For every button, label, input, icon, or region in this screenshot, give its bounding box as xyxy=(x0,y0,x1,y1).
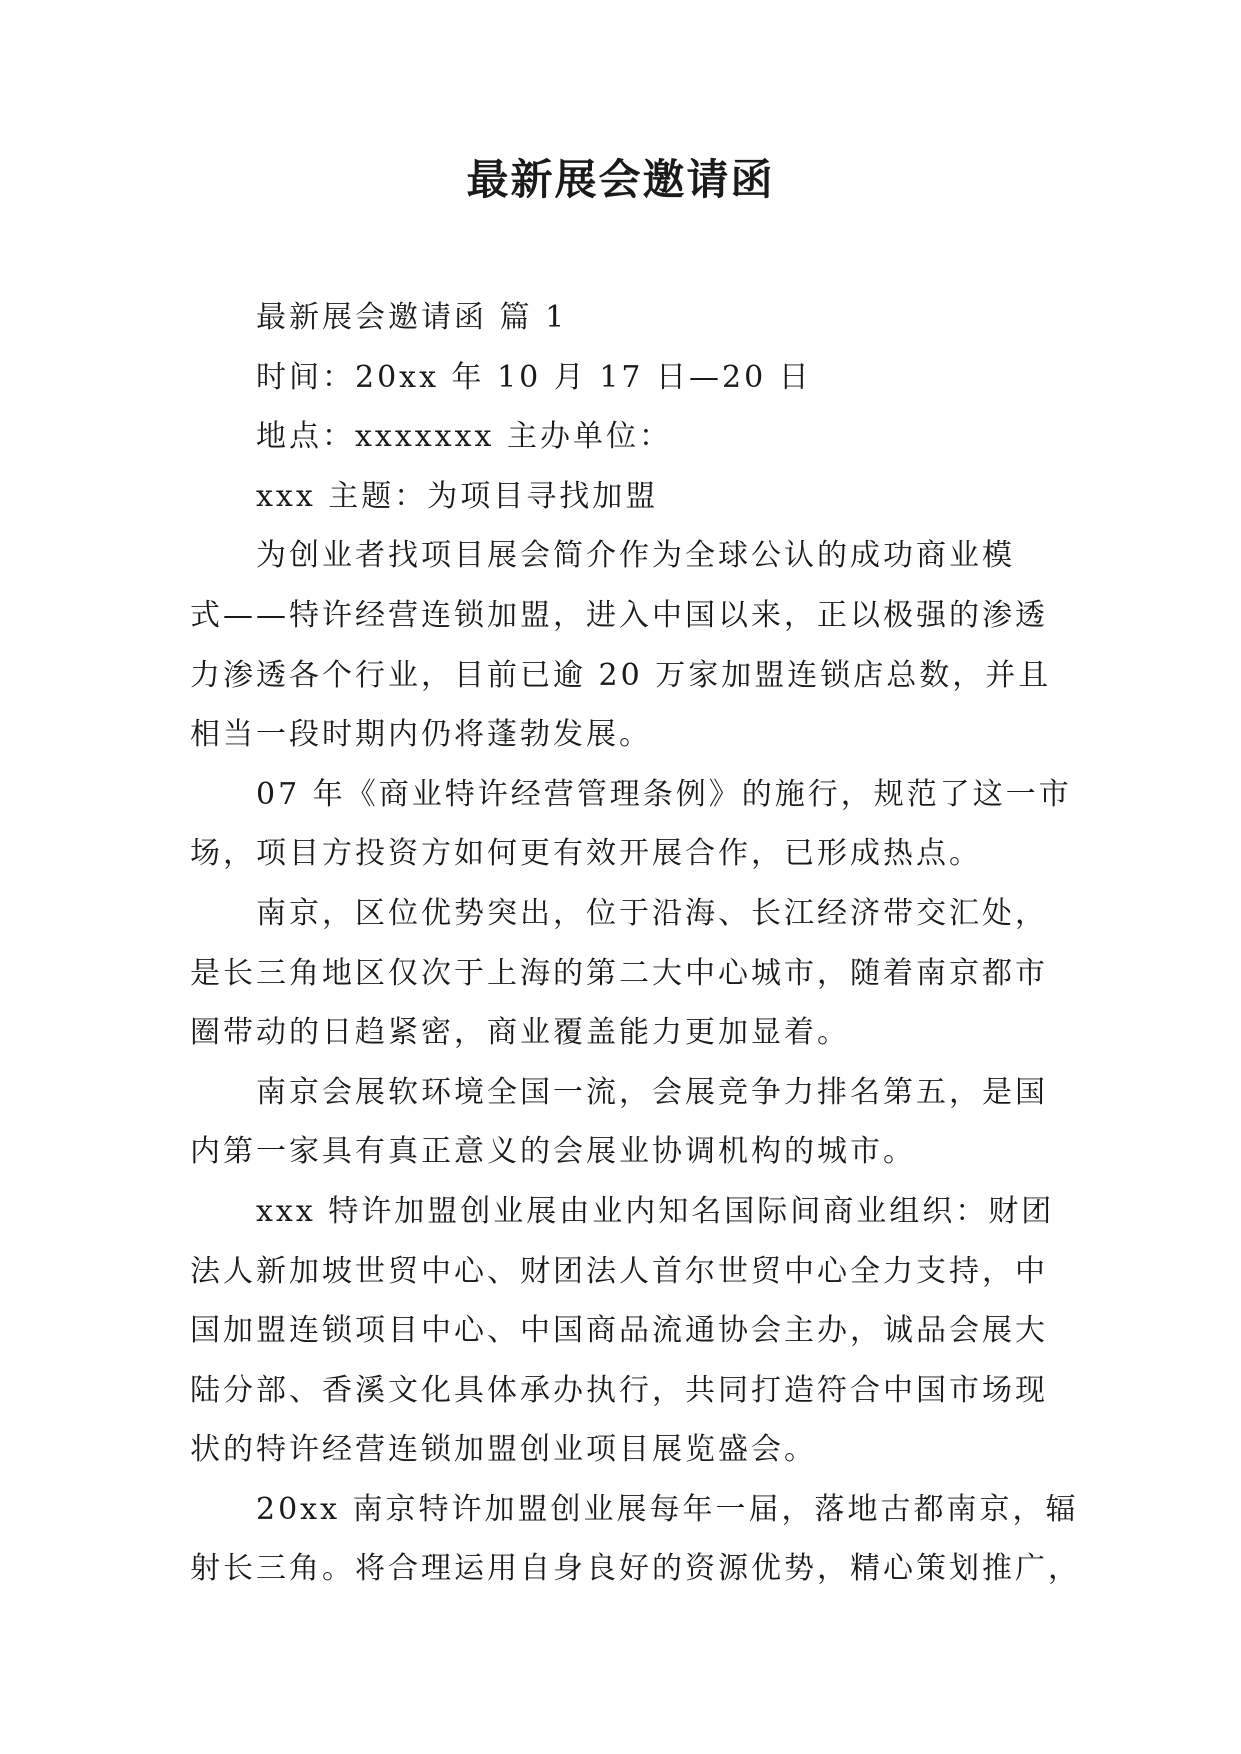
body-line: 陆分部、香溪文化具体承办执行，共同打造符合中国市场现 xyxy=(190,1372,1048,1408)
body-line: 20xx 南京特许加盟创业展每年一届，落地古都南京，辐 xyxy=(256,1491,1079,1527)
body-line: 地点：xxxxxxx 主办单位： xyxy=(256,419,672,455)
body-line: 南京会展软环境全国一流，会展竞争力排名第五，是国 xyxy=(256,1074,1048,1110)
body-line: 力渗透各个行业，目前已逾 20 万家加盟连锁店总数，并且 xyxy=(190,657,1052,693)
body-line: 射长三角。将合理运用自身良好的资源优势，精心策划推广， xyxy=(190,1551,1081,1587)
body-line: 最新展会邀请函 篇 1 xyxy=(256,300,568,335)
body-line: 式——特许经营连锁加盟，进入中国以来，正以极强的渗透 xyxy=(190,597,1048,633)
body-line: xxx 主题：为项目寻找加盟 xyxy=(256,478,659,514)
body-line: 07 年《商业特许经营管理条例》的施行，规范了这一市 xyxy=(256,776,1072,812)
body-line: 法人新加坡世贸中心、财团法人首尔世贸中心全力支持，中 xyxy=(190,1253,1048,1289)
body-line: 为创业者找项目展会简介作为全球公认的成功商业模 xyxy=(256,538,1015,574)
body-line: 国加盟连锁项目中心、中国商品流通协会主办，诚品会展大 xyxy=(190,1313,1048,1349)
body-line: 相当一段时期内仍将蓬勃发展。 xyxy=(190,717,652,753)
document-title: 最新展会邀请函 xyxy=(466,155,775,204)
body-line: 内第一家具有真正意义的会展业协调机构的城市。 xyxy=(190,1134,916,1170)
body-line: xxx 特许加盟创业展由业内知名国际间商业组织：财团 xyxy=(256,1193,1055,1229)
body-line: 南京，区位优势突出，位于沿海、长江经济带交汇处， xyxy=(256,895,1048,931)
body-line: 时间：20xx 年 10 月 17 日—20 日 xyxy=(256,359,812,395)
body-line: 状的特许经营连锁加盟创业项目展览盛会。 xyxy=(190,1432,817,1468)
body-line: 圈带动的日趋紧密，商业覆盖能力更加显着。 xyxy=(190,1015,850,1051)
body-line: 场，项目方投资方如何更有效开展合作，已形成热点。 xyxy=(190,836,982,872)
document-body xyxy=(190,288,1081,1599)
body-line: 是长三角地区仅次于上海的第二大中心城市，随着南京都市 xyxy=(190,955,1048,991)
